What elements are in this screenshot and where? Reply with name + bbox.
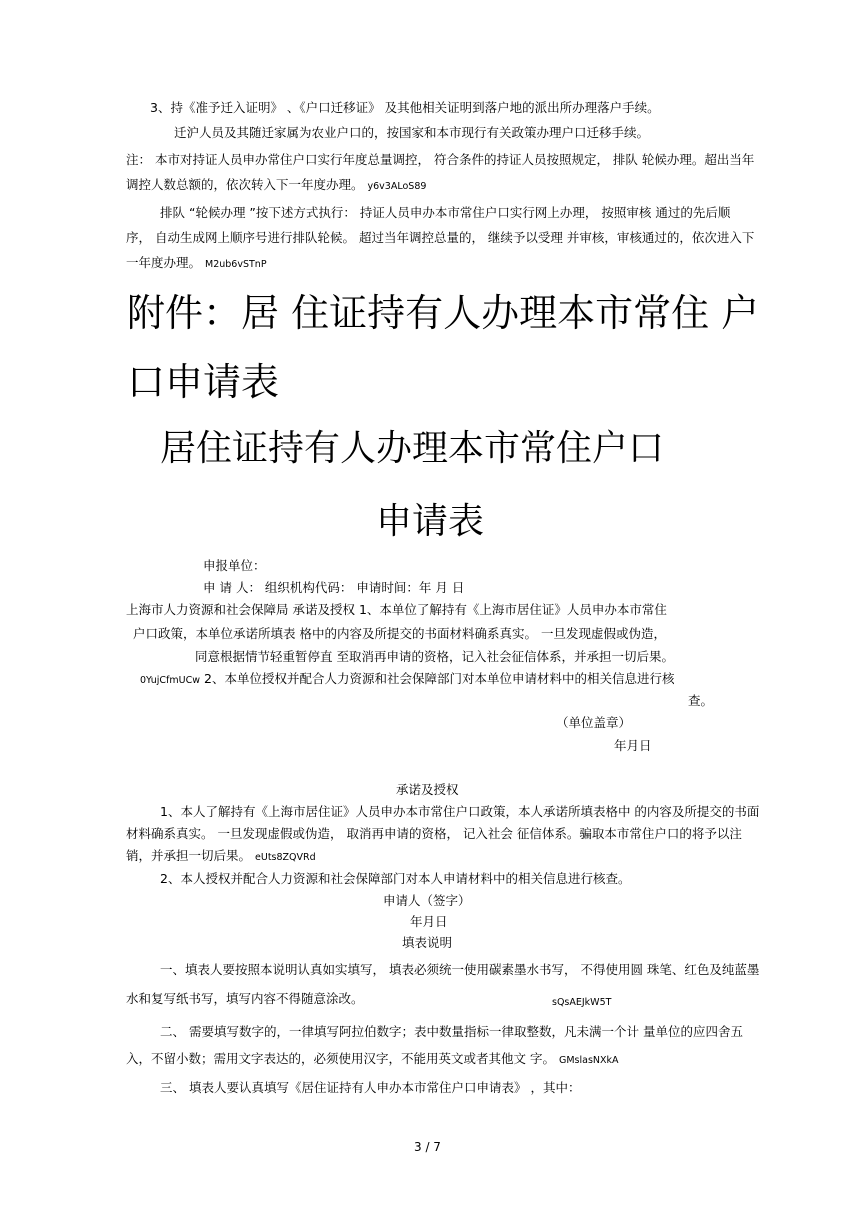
commitment-title: 承诺及授权: [396, 782, 459, 797]
instruction-3-line: 三、 填表人要认真填写《居住证持有人申办本市常住户口申请表》 ，其中：: [160, 1080, 581, 1095]
instruction-1-line-1: 一、填表人要按照本说明认真如实填写， 填表必须统一使用碳素墨水书写， 不得使用圆 珠笔、红色及纯蓝墨: [160, 962, 760, 977]
unit-commitment-line-2: 户口政策，本单位承诺所填表 格中的内容及所提交的书面材料确系真实。 一旦发现虚假或伪造，: [133, 626, 666, 641]
unit-commitment-line-5: 查。: [688, 693, 714, 708]
queue-code: M2ub6vSTnP: [205, 259, 267, 270]
note-code: y6v3ALoS89: [367, 181, 427, 192]
instruction-2-line-1: 二、 需要填写数字的，一律填写阿拉伯数字；表中数量指标一律取整数，凡未满一个计 量单位的应四舍五: [160, 1024, 743, 1039]
attachment-heading-line-2: 口申请表: [127, 360, 280, 404]
attachment-heading-line-1: 附件：居 住证持有人办理本市常住 户: [127, 291, 760, 335]
instruction-2-line-2: 入，不留小数；需用文字表达的，必须使用汉字，不能用英文或者其他文 字。 GMslasNXkA: [126, 1051, 619, 1066]
unit-commitment-line-1: 上海市人力资源和社会保障局 承诺及授权 1、本单位了解持有《上海市居住证》人员申办本市常住: [126, 602, 667, 617]
step3-text: 3、持《准予迁入证明》 、《户口迁移证》 及其他相关证明到落户地的派出所办理落户手续。: [150, 100, 660, 115]
rural-household-text: 迁沪人员及其随迁家属为农业户口的，按国家和本市现行有关政策办理户口迁移手续。: [174, 125, 650, 140]
unit-date-label: 年月日: [614, 738, 652, 753]
personal-commitment-line-2: 材料确系真实。 一旦发现虚假或伪造， 取消再申请的资格， 记入社会 征信体系。骗取本市常住户口的将予以注: [126, 826, 742, 841]
unit-commitment-line-4: 0YujCfmUCw 2、本单位授权并配合人力资源和社会保障部门对本单位申请材料中的相关信息进行核: [140, 671, 675, 686]
unit-seal-label: （单位盖章）: [556, 715, 632, 730]
personal-code: eUts8ZQVRd: [255, 852, 316, 863]
instruction-1-line-2: 水和复写纸书写，填写内容不得随意涂改。: [126, 991, 364, 1006]
page-number: 3 / 7: [414, 1140, 441, 1154]
queue-line-2: 序， 自动生成网上顺序号进行排队轮候。 超过当年调控总量的， 继续予以受理 并审核，审核通过的，依次进入下: [126, 230, 755, 245]
applicant-date-label: 年月日: [410, 914, 448, 929]
unit-commitment-line-3: 同意根据情节轻重暂停直 至取消再申请的资格，记入社会征信体系，并承担一切后果。: [195, 649, 674, 664]
queue-line-1: 排队 “轮候办理 ”按下述方式执行： 持证人员申办本市常住户口实行网上办理， 按照审核 通过的先后顺: [160, 205, 731, 220]
instruction-1-code: sQsAEJkW5T: [552, 997, 612, 1008]
note-line-2: 调控人数总额的，依次转入下一年度办理。 y6v3ALoS89: [126, 177, 427, 192]
personal-commitment-item-2: 2、本人授权并配合人力资源和社会保障部门对本人申请材料中的相关信息进行核查。: [160, 871, 631, 886]
instruction-2-code: GMslasNXkA: [558, 1055, 619, 1066]
applicant-signature-label: 申请人（签字）: [383, 893, 471, 908]
declaring-unit-label: 申报单位：: [203, 558, 266, 573]
applicant-info-line: 申 请 人： 组织机构代码： 申请时间：年 月 日: [203, 580, 465, 595]
form-title-line-2: 申请表: [376, 501, 485, 542]
unit-code: 0YujCfmUCw: [140, 675, 201, 686]
personal-commitment-line-3: 销，并承担一切后果。 eUts8ZQVRd: [126, 848, 316, 863]
personal-commitment-line-1: 1、本人了解持有《上海市居住证》人员申办本市常住户口政策，本人承诺所填表格中 的内容及所提交的书面: [160, 804, 760, 819]
queue-line-3: 一年度办理。 M2ub6vSTnP: [126, 255, 267, 270]
note-line-1: 注： 本市对持证人员申办常住户口实行年度总量调控， 符合条件的持证人员按照规定， 排队 轮候办理。超出当年: [126, 152, 755, 167]
instructions-title: 填表说明: [402, 935, 453, 950]
form-title-line-1: 居住证持有人办理本市常住户口: [160, 428, 665, 469]
